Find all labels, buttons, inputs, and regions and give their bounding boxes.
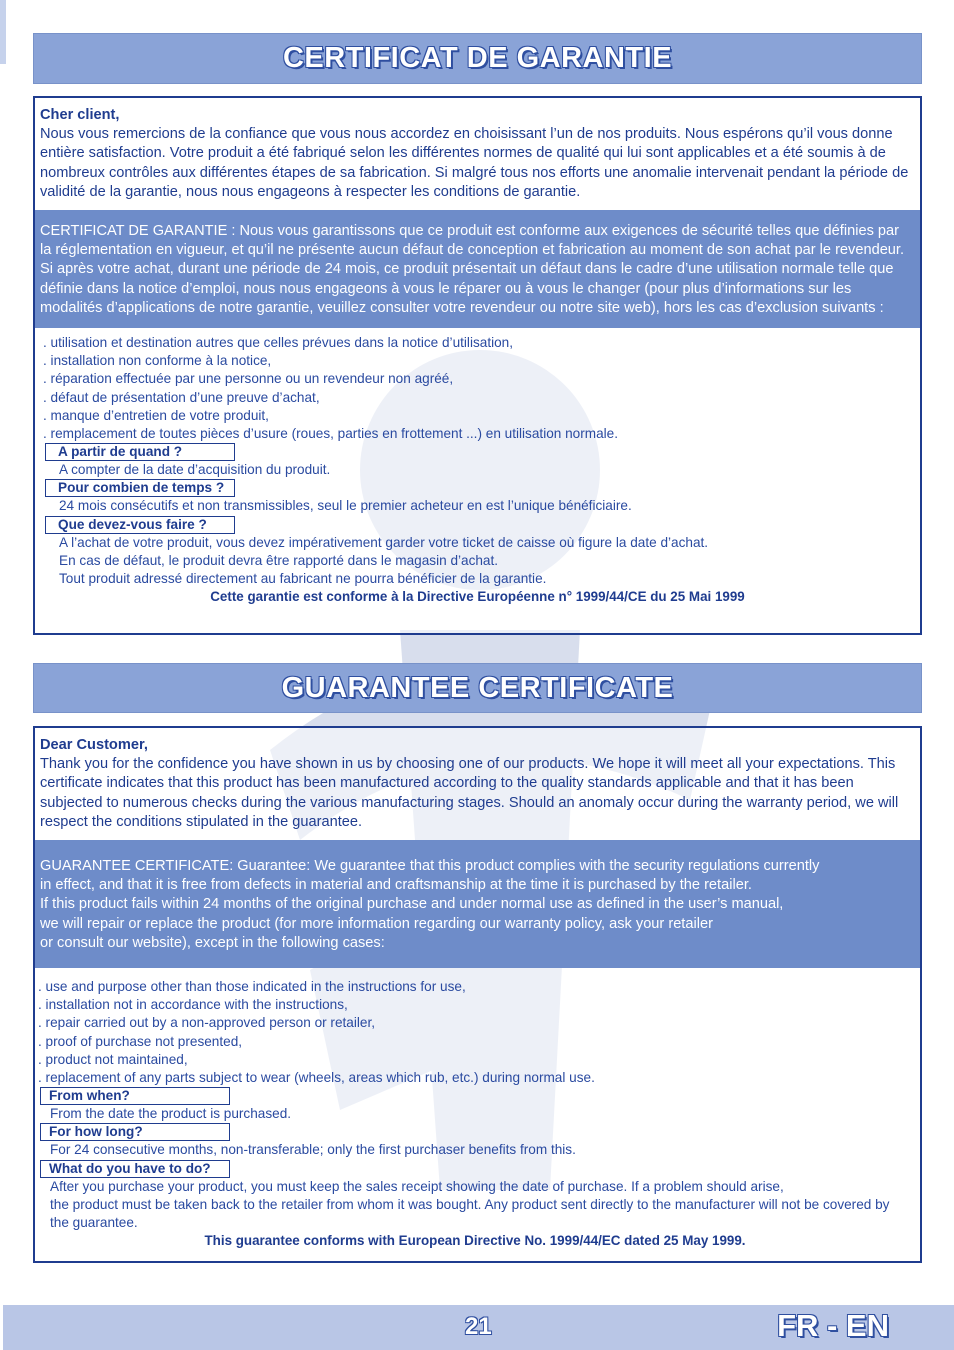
fr-question-when: A partir de quand ? bbox=[45, 443, 235, 461]
en-certificate-band bbox=[35, 840, 920, 968]
en-answer-what-to-do: After you purchase your product, you must keep the sales receipt showing the date of purchase. If a problem should arise, bbox=[50, 1178, 784, 1194]
fr-exclusion-item: . utilisation et destination autres que celles prévues dans la notice d’utilisation, bbox=[43, 335, 514, 351]
language-label: FR - EN bbox=[777, 1308, 889, 1343]
en-answer-what-to-do: the product must be taken back to the retailer from whom it was bought. Any product sent directly to the manufacturer will not be covered by the guarantee. bbox=[50, 1196, 890, 1231]
en-intro-text: Thank you for the confidence you have shown in us by choosing one of our products. We hope it will meet all your expectations. This certificate indicates that this product has been manufactured according to the quality standards applicable and that it has been subjected to numerous checks during the various manufacturing stages. Should an anomaly occur during the warranty period, we will respect the conditions stipulated in the guarantee. bbox=[40, 756, 899, 830]
fr-answer-what-to-do: A l’achat de votre produit, vous devez impérativement garder votre ticket de caisse où figure la date d’achat. bbox=[59, 534, 709, 550]
en-exclusion-item: . repair carried out by a non-approved person or retailer, bbox=[38, 1015, 376, 1031]
fr-exclusion-item: . manque d’entretien de votre produit, bbox=[43, 407, 269, 423]
fr-answer-what-to-do: En cas de défaut, le produit devra être rapporté dans le magasin d’achat. bbox=[59, 552, 499, 568]
en-title: GUARANTEE CERTIFICATE bbox=[281, 671, 674, 704]
fr-directive: Cette garantie est conforme à la Directive Européenne n° 1999/44/CE du 25 Mai 1999 bbox=[210, 589, 745, 605]
en-warranty-box bbox=[33, 726, 922, 1263]
fr-intro bbox=[35, 98, 920, 202]
en-band-line: If this product fails within 24 months of the original purchase and under normal use as defined in the user’s manual, bbox=[40, 896, 784, 913]
en-faq bbox=[38, 1087, 912, 1232]
en-question-what-to-do: What do you have to do? bbox=[40, 1160, 230, 1178]
fr-exclusion-item: . remplacement de toutes pièces d’usure (roues, parties en frottement ...) en utilisation normale. bbox=[43, 426, 618, 442]
edge-tab-mark bbox=[0, 0, 6, 64]
fr-certificate-band bbox=[35, 210, 920, 328]
en-band-line: in effect, and that it is free from defects in material and craftsmanship at the time it is purchased by the retailer. bbox=[40, 877, 752, 894]
en-intro bbox=[35, 728, 920, 832]
fr-answer-duration: 24 mois consécutifs et non transmissibles, seul le premier acheteur en est l’unique bénéficiaire. bbox=[59, 498, 632, 514]
fr-question-what-to-do: Que devez-vous faire ? bbox=[45, 516, 235, 534]
en-exclusion-item: . replacement of any parts subject to wear (wheels, areas which rub, etc.) during normal use. bbox=[38, 1070, 595, 1086]
en-question-duration: For how long? bbox=[40, 1123, 230, 1141]
en-exclusion-item: . proof of purchase not presented, bbox=[38, 1033, 243, 1049]
fr-faq bbox=[43, 443, 912, 588]
en-question-when: From when? bbox=[40, 1087, 230, 1105]
fr-exclusion-item: . installation non conforme à la notice, bbox=[43, 353, 272, 369]
page-number: 21 bbox=[465, 1313, 492, 1340]
en-answer-duration: For 24 consecutive months, non-transferable; only the first purchaser benefits from this. bbox=[50, 1142, 576, 1158]
fr-answer-what-to-do: Tout produit adressé directement au fabricant ne pourra bénéficier de la garantie. bbox=[59, 571, 547, 587]
fr-answer-when: A compter de la date d’acquisition du produit. bbox=[59, 462, 331, 478]
fr-exclusion-list bbox=[35, 328, 920, 606]
fr-exclusion-item: . défaut de présentation d’une preuve d’achat, bbox=[43, 389, 320, 405]
en-exclusion-list bbox=[35, 968, 920, 1250]
fr-exclusion-item: . réparation effectuée par une personne ou un revendeur non agréé, bbox=[43, 371, 454, 387]
en-directive: This guarantee conforms with European Directive No. 1999/44/EC dated 25 May 1999. bbox=[204, 1233, 746, 1249]
fr-warranty-box bbox=[33, 96, 922, 635]
page-footer bbox=[3, 1305, 954, 1350]
fr-intro-text: Nous vous remercions de la confiance que vous nous accordez en choisissant l’un de nos produits. Nous espérons qu’il vous donne entière satisfaction. Votre produit a été fabriqué selon les différentes normes de qualité qui lui sont applicables et a été soumis à de nombreux contrôles aux différentes étapes de sa fabrication. Si malgré tous nos efforts une anomalie intervenait pendant la période de validité de la garantie, nous nous engageons à respecter les conditions de garantie. bbox=[40, 126, 909, 200]
fr-question-duration: Pour combien de temps ? bbox=[45, 479, 235, 497]
en-band-line: GUARANTEE CERTIFICATE: Guarantee: We guarantee that this product complies with the security regulations currently bbox=[40, 858, 820, 875]
en-exclusion-item: . product not maintained, bbox=[38, 1051, 188, 1067]
en-band-line: or consult our website), except in the following cases: bbox=[40, 934, 385, 951]
fr-greeting: Cher client, bbox=[40, 107, 120, 123]
en-band-line: we will repair or replace the product (for more information regarding our warranty policy, ask your retailer bbox=[40, 915, 713, 932]
fr-title: CERTIFICAT DE GARANTIE bbox=[282, 42, 673, 74]
en-title-banner bbox=[33, 663, 922, 713]
fr-band-text: CERTIFICAT DE GARANTIE : Nous vous garantissons que ce produit est conforme aux exigences de sécurité telles que définies par la réglementation en vigueur, et qu’il ne présente aucun défaut de conception et fabrication au moment de son achat par le revendeur. Si après votre achat, durant une période de 24 mois, ce produit présentait un défaut dans le cadre d’une utilisation normale telle que définie dans la notice d’emploi, nous nous engageons à vous le réparer ou à vous le changer (pour plus d’informations sur les modalités d’applications de notre garantie, veuillez consulter votre revendeur ou notre site web), hors les cas d’exclusion suivants : bbox=[40, 223, 905, 316]
en-answer-when: From the date the product is purchased. bbox=[50, 1106, 292, 1122]
fr-title-banner bbox=[33, 33, 922, 84]
en-greeting: Dear Customer, bbox=[40, 737, 148, 753]
en-exclusion-item: . installation not in accordance with the instructions, bbox=[38, 997, 348, 1013]
en-exclusion-item: . use and purpose other than those indicated in the instructions for use, bbox=[38, 979, 466, 995]
